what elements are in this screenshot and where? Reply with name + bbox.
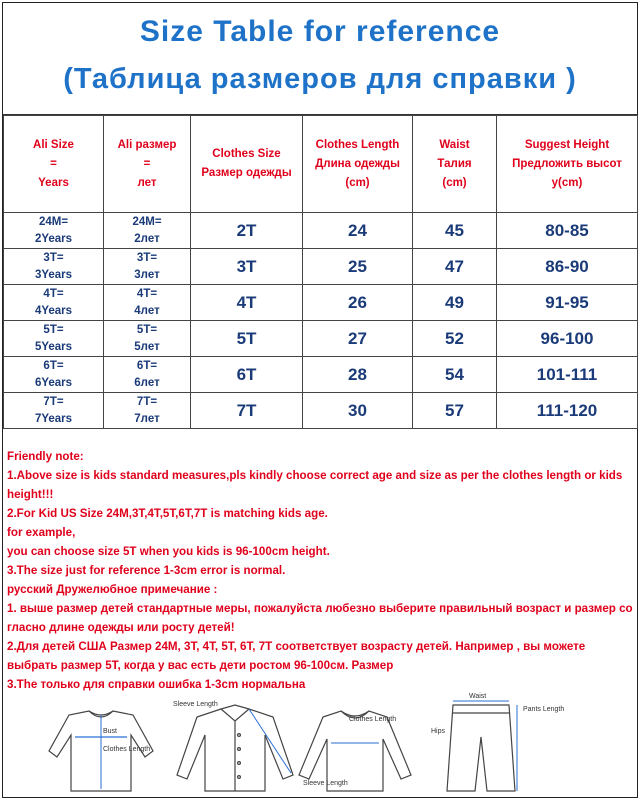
cell-ali-size: 3T= 3Years <box>4 249 104 285</box>
cell-ali-size-ru: 6T= 6лет <box>104 357 191 393</box>
cell-suggest-height: 96-100 <box>497 321 638 357</box>
cell-waist: 52 <box>413 321 497 357</box>
note-2: 2.For Kid US Size 24M,3T,4T,5T,6T,7T is matching kids age. <box>7 507 328 520</box>
cell-suggest-height: 101-111 <box>497 357 638 393</box>
cell-waist: 49 <box>413 285 497 321</box>
cell-clothes-size: 5T <box>191 321 303 357</box>
sleeve-length-label-2: Sleeve Length <box>303 780 348 787</box>
cell-waist: 57 <box>413 393 497 429</box>
cell-ali-size-ru: 24M= 2лет <box>104 213 191 249</box>
cell-clothes-size: 3T <box>191 249 303 285</box>
page-subtitle: (Таблица размеров для справки ) <box>63 63 577 95</box>
table-row <box>4 321 638 357</box>
cell-suggest-height: 91-95 <box>497 285 638 321</box>
table-row <box>4 249 638 285</box>
cell-clothes-length: 30 <box>303 393 413 429</box>
cell-clothes-length: 25 <box>303 249 413 285</box>
garment-sketches-svg <box>3 691 637 797</box>
header-suggest-height: Suggest Height Предложить высот у(cm) <box>497 116 638 213</box>
clothes-length-label-2: Clothes Length <box>349 716 397 723</box>
header-waist: Waist Талия (cm) <box>413 116 497 213</box>
note-1: 1.Above size is kids standard measures,pls kindly choose correct age and size as per the clothes length or kids height!!! <box>7 469 623 501</box>
cell-ali-size-ru: 4T= 4лет <box>104 285 191 321</box>
hips-label: Hips <box>431 728 446 735</box>
cell-ali-size: 4T= 4Years <box>4 285 104 321</box>
cell-clothes-size: 2T <box>191 213 303 249</box>
header-clothes-size: Clothes Size Размер одежды <box>191 116 303 213</box>
notes-heading-ru: русский Дружелюбное примечание : <box>7 583 218 596</box>
cell-clothes-length: 26 <box>303 285 413 321</box>
table-row <box>4 393 638 429</box>
shorts-sketch <box>447 705 515 791</box>
table-header-row <box>4 116 638 213</box>
sweatshirt-sketch <box>299 711 411 791</box>
cell-ali-size: 7T= 7Years <box>4 393 104 429</box>
cell-waist: 45 <box>413 213 497 249</box>
cell-clothes-size: 6T <box>191 357 303 393</box>
sleeve-length-label-1: Sleeve Length <box>173 701 218 708</box>
size-chart-page <box>2 2 638 798</box>
cell-ali-size: 24M= 2Years <box>4 213 104 249</box>
cell-suggest-height: 86-90 <box>497 249 638 285</box>
note-ru-1: 1. выше размер детей стандартные меры, пожалуйста любезно выберите правильный возраст и размер согласно длине одежды или росту детей! <box>7 602 633 634</box>
cell-ali-size-ru: 7T= 7лет <box>104 393 191 429</box>
sleeve-measure-line <box>249 709 291 773</box>
cell-clothes-size: 7T <box>191 393 303 429</box>
note-example: you can choose size 5T when you kids is 96-100cm height. <box>7 545 330 558</box>
note-ru-3: 3.The только для справки ошибка 1-3cm нормальна <box>7 678 306 691</box>
header-ali-size-ru: Ali размер = лет <box>104 116 191 213</box>
cell-waist: 54 <box>413 357 497 393</box>
table-row <box>4 285 638 321</box>
cell-suggest-height: 111-120 <box>497 393 638 429</box>
bust-label: Bust <box>103 728 118 735</box>
friendly-notes <box>7 447 635 694</box>
cell-clothes-length: 28 <box>303 357 413 393</box>
clothes-length-label-1: Clothes Length <box>103 746 151 753</box>
table-row <box>4 357 638 393</box>
waist-label: Waist <box>469 693 487 700</box>
cell-clothes-length: 24 <box>303 213 413 249</box>
cell-ali-size-ru: 3T= 3лет <box>104 249 191 285</box>
cell-clothes-length: 27 <box>303 321 413 357</box>
note-3: 3.The size just for reference 1-3cm error is normal. <box>7 564 286 577</box>
cell-ali-size: 5T= 5Years <box>4 321 104 357</box>
pants-length-label: Pants Length <box>523 706 565 713</box>
cell-suggest-height: 80-85 <box>497 213 638 249</box>
header-clothes-length: Clothes Length Длина одежды (cm) <box>303 116 413 213</box>
table-row <box>4 213 638 249</box>
size-table <box>3 115 638 429</box>
cell-ali-size: 6T= 6Years <box>4 357 104 393</box>
page-title: Size Table for reference <box>139 15 501 48</box>
header <box>3 3 637 115</box>
cell-waist: 47 <box>413 249 497 285</box>
shirt-sketch <box>177 705 293 791</box>
cell-ali-size-ru: 5T= 5лет <box>104 321 191 357</box>
cell-clothes-size: 4T <box>191 285 303 321</box>
note-ru-2: 2.Для детей США Размер 24M, 3T, 4T, 5T, 6T, 7T соответствует возрасту детей. Например , вы можете выбрать размер 5T, когда у вас есть дети ростом 96-100см. Размер <box>7 640 586 672</box>
measurement-sketches <box>3 691 637 797</box>
note-example-label: for example, <box>7 526 76 539</box>
notes-heading: Friendly note: <box>7 450 84 463</box>
header-ali-size: Ali Size = Years <box>4 116 104 213</box>
